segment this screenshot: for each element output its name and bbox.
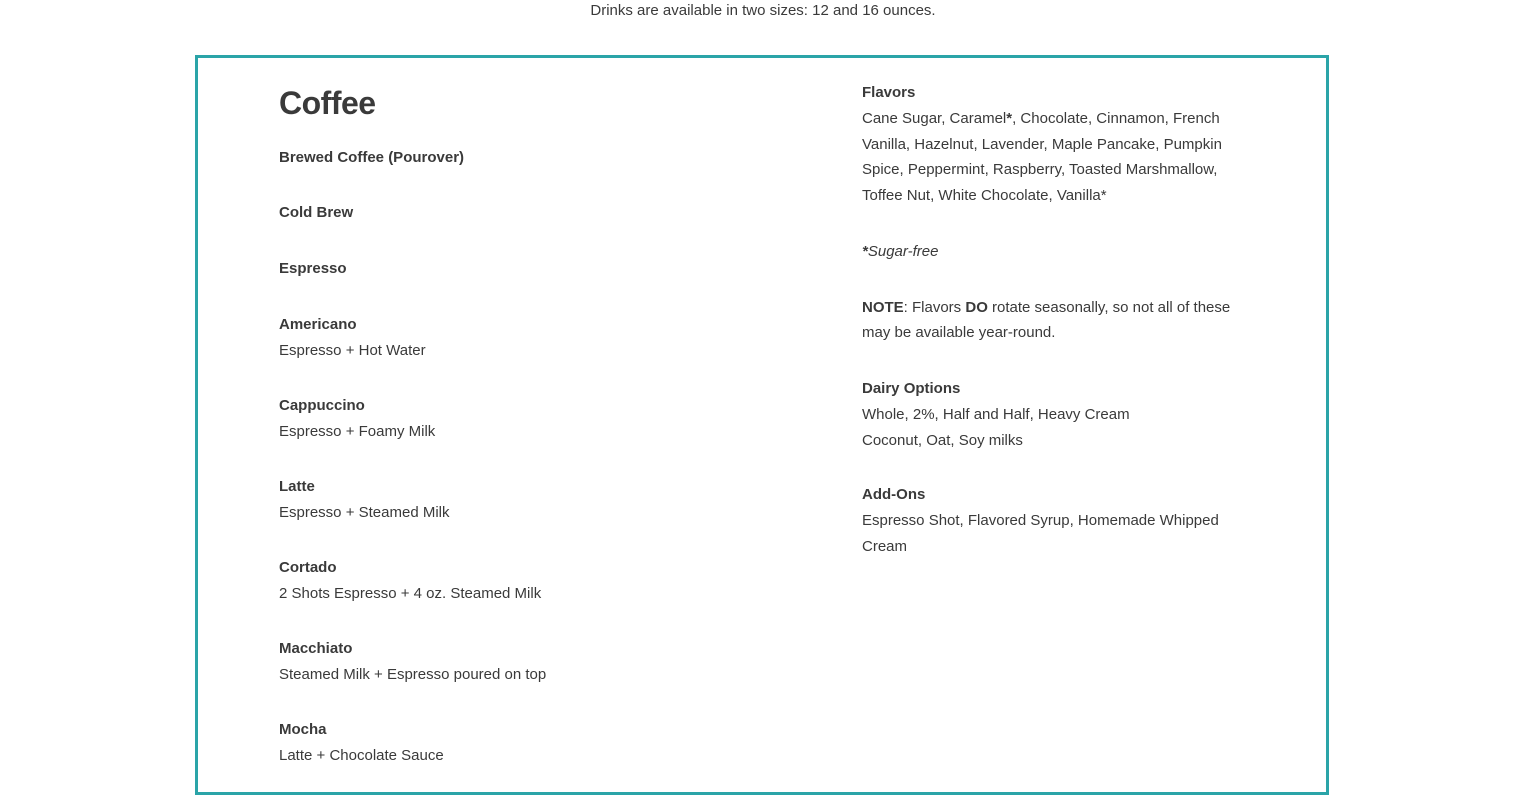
sugar-free-footnote	[862, 239, 1257, 265]
menu-item-name: Latte	[279, 478, 315, 495]
menu-item-name: Mocha	[279, 721, 327, 738]
menu-item	[279, 200, 799, 226]
menu-item	[279, 312, 799, 364]
menu-item-name: Cold Brew	[279, 204, 354, 221]
menu-item	[279, 636, 799, 688]
menu-item	[279, 555, 799, 607]
flavors-sugarfree-marker: *	[1006, 110, 1013, 127]
menu-item-name: Cappuccino	[279, 397, 365, 414]
menu-item-desc: 2 Shots Espresso + 4 oz. Steamed Milk	[279, 585, 542, 602]
section-title-coffee: Coffee	[279, 85, 376, 121]
dairy-heading: Dairy Options	[862, 379, 961, 397]
addons-list: Espresso Shot, Flavored Syrup, Homemade Whipped Cream	[862, 512, 1219, 556]
sizes-note: Drinks are available in two sizes: 12 and 16 ounces.	[590, 2, 936, 19]
coffee-column	[279, 82, 799, 769]
menu-item-desc: Espresso + Foamy Milk	[279, 423, 436, 440]
menu-item-name: Americano	[279, 316, 357, 333]
menu-item-name: Brewed Coffee (Pourover)	[279, 149, 465, 166]
options-column	[862, 80, 1257, 560]
note-text1: : Flavors	[903, 298, 966, 316]
flavors-list-part1: Cane Sugar, Caramel	[862, 110, 1007, 127]
menu-item	[279, 256, 799, 282]
menu-item-desc: Espresso + Steamed Milk	[279, 504, 450, 521]
menu-item	[279, 393, 799, 445]
sugar-free-star: *	[862, 242, 868, 260]
sugar-free-label: Sugar-free	[867, 242, 939, 260]
menu-item-name: Cortado	[279, 559, 337, 576]
flavors-list	[862, 106, 1257, 209]
seasonal-note	[862, 295, 1257, 346]
flavors-heading: Flavors	[862, 84, 916, 101]
dairy-line1: Whole, 2%, Half and Half, Heavy Cream	[862, 405, 1130, 423]
coffee-menu-panel	[195, 55, 1329, 795]
menu-item-desc: Latte + Chocolate Sauce	[279, 747, 444, 764]
menu-item-name: Espresso	[279, 260, 347, 277]
menu-item-desc: Espresso + Hot Water	[279, 342, 426, 359]
note-emphasis: DO	[965, 298, 988, 316]
addons-heading: Add-Ons	[862, 486, 926, 504]
menu-item	[279, 145, 799, 171]
menu-item-desc: Steamed Milk + Espresso poured on top	[279, 666, 547, 683]
menu-item-name: Macchiato	[279, 640, 353, 657]
flavors-list-part2: , Chocolate, Cinnamon, French Vanilla, Hazelnut, Lavender, Maple Pancake, Pumpkin Spice, Peppermint, Raspberry, Toasted Marshmallow, Toffee Nut, White Chocolate, Vanilla*	[862, 110, 1222, 205]
menu-item	[279, 474, 799, 526]
dairy-line2: Coconut, Oat, Soy milks	[862, 431, 1023, 449]
note-label: NOTE	[862, 298, 904, 316]
note-text2: rotate seasonally, so not all of these may be available year-round.	[862, 298, 1231, 342]
menu-item	[279, 717, 799, 769]
